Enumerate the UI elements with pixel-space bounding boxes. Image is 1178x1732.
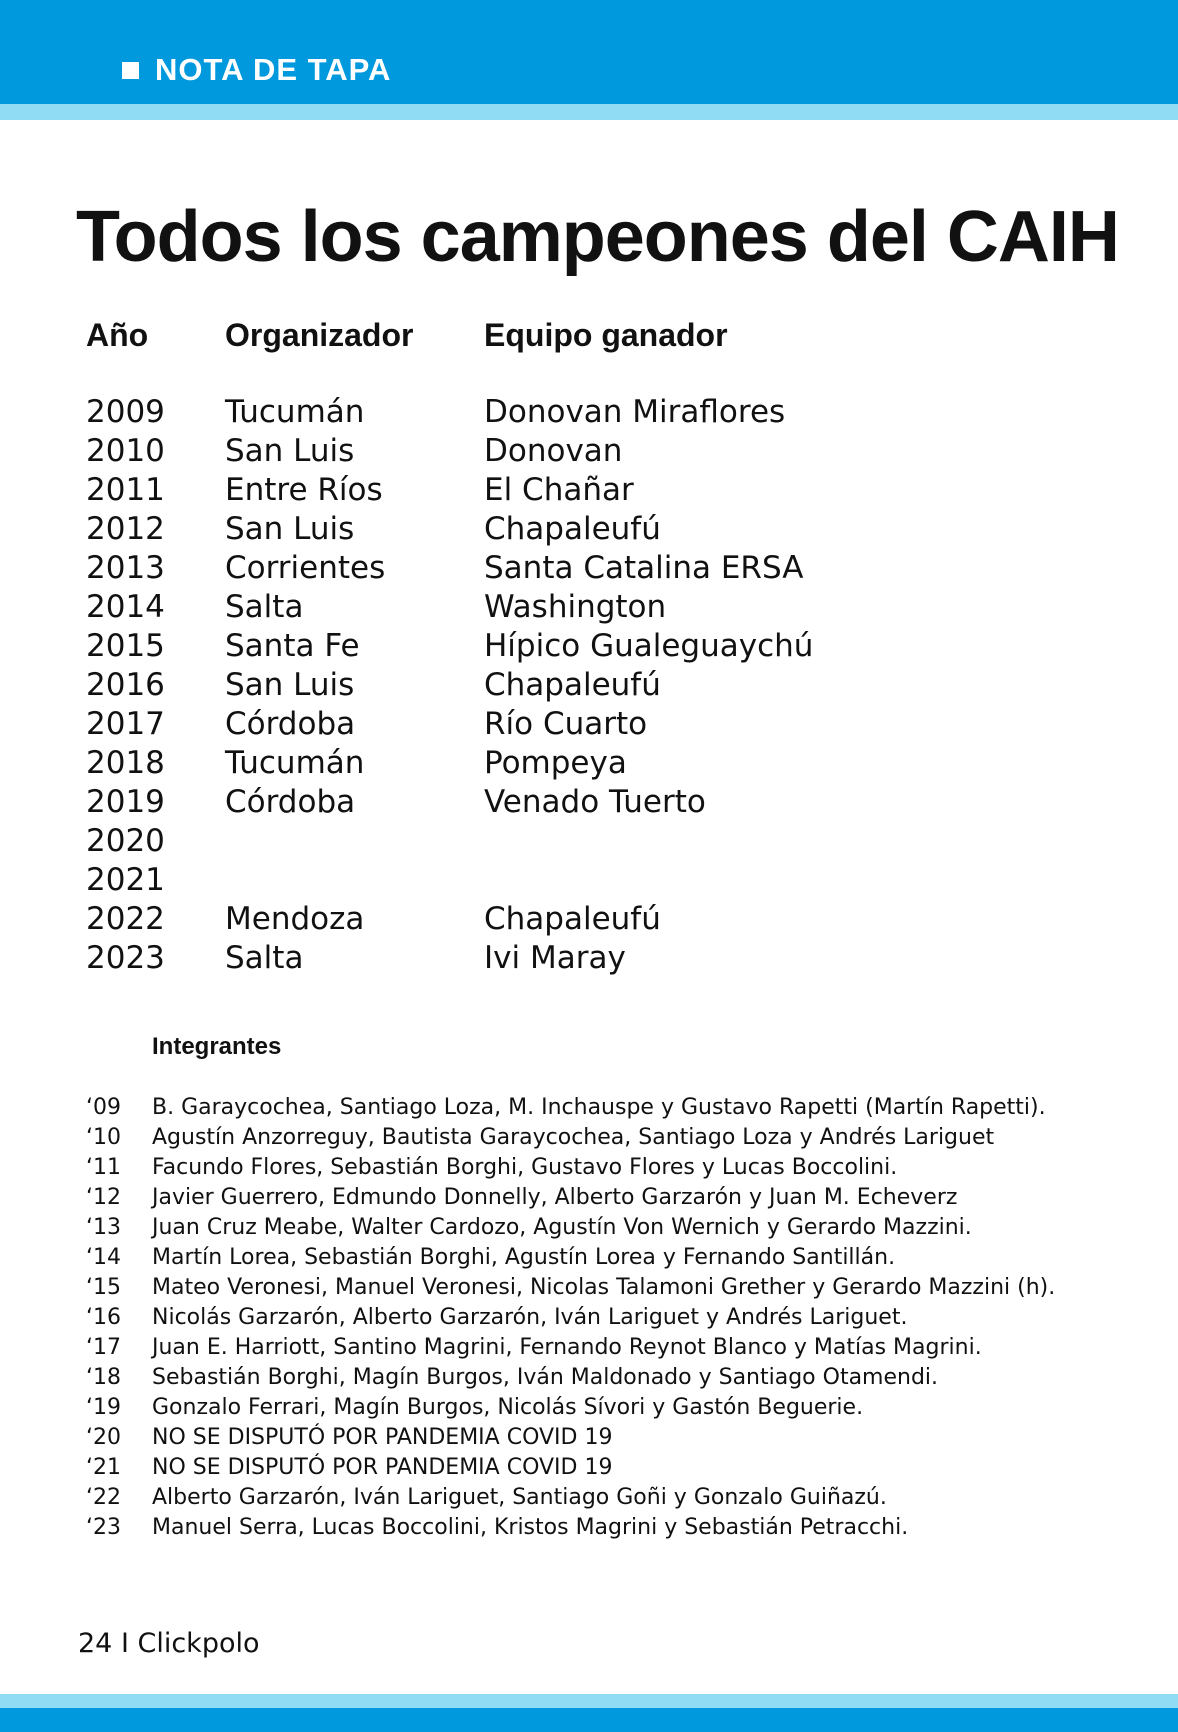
cell-year: 2020 <box>86 823 165 859</box>
member-year: ‘10 <box>86 1125 121 1150</box>
member-names: Facundo Flores, Sebastián Borghi, Gustavo Flores y Lucas Boccolini. <box>152 1155 898 1180</box>
cell-winner: Pompeya <box>484 745 627 781</box>
cell-year: 2021 <box>86 862 165 898</box>
cell-year: 2013 <box>86 550 165 586</box>
cell-year: 2019 <box>86 784 165 820</box>
member-year: ‘17 <box>86 1335 121 1360</box>
member-year: ‘16 <box>86 1305 121 1330</box>
cell-organizer: Córdoba <box>225 706 356 742</box>
member-names: Gonzalo Ferrari, Magín Burgos, Nicolás Sívori y Gastón Beguerie. <box>152 1395 864 1420</box>
header-stripe <box>0 104 1178 120</box>
column-header-year: Año <box>86 317 149 353</box>
member-names: Martín Lorea, Sebastián Borghi, Agustín Lorea y Fernando Santillán. <box>152 1245 896 1270</box>
cell-winner: El Chañar <box>484 472 634 508</box>
page-title: Todos los campeones del CAIH <box>76 197 1119 277</box>
member-names: Manuel Serra, Lucas Boccolini, Kristos Magrini y Sebastián Petracchi. <box>152 1515 909 1540</box>
cell-organizer: Santa Fe <box>225 628 360 664</box>
cell-organizer: San Luis <box>225 667 355 703</box>
member-names: Nicolás Garzarón, Alberto Garzarón, Iván Lariguet y Andrés Lariguet. <box>152 1305 908 1330</box>
column-header-winner: Equipo ganador <box>484 317 728 353</box>
cell-organizer: Corrientes <box>225 550 386 586</box>
cell-year: 2016 <box>86 667 165 703</box>
members-label: Integrantes <box>152 1033 282 1060</box>
member-year: ‘19 <box>86 1395 121 1420</box>
cell-year: 2017 <box>86 706 165 742</box>
cell-organizer: Tucumán <box>225 745 365 781</box>
cell-year: 2012 <box>86 511 165 547</box>
member-names: Sebastián Borghi, Magín Burgos, Iván Maldonado y Santiago Otamendi. <box>152 1365 939 1390</box>
cell-organizer: Córdoba <box>225 784 356 820</box>
member-year: ‘09 <box>86 1095 121 1120</box>
member-names: Javier Guerrero, Edmundo Donnelly, Alberto Garzarón y Juan M. Echeverz <box>152 1185 958 1210</box>
cell-year: 2014 <box>86 589 165 625</box>
cell-year: 2011 <box>86 472 165 508</box>
member-names: Alberto Garzarón, Iván Lariguet, Santiago Goñi y Gonzalo Guiñazú. <box>152 1485 887 1510</box>
cell-organizer: Entre Ríos <box>225 472 383 508</box>
cell-year: 2018 <box>86 745 165 781</box>
cell-year: 2023 <box>86 940 165 976</box>
member-names: NO SE DISPUTÓ POR PANDEMIA COVID 19 <box>152 1455 613 1480</box>
member-year: ‘15 <box>86 1275 121 1300</box>
cell-organizer: Mendoza <box>225 901 365 937</box>
member-names: Juan Cruz Meabe, Walter Cardozo, Agustín Von Wernich y Gerardo Mazzini. <box>152 1215 972 1240</box>
column-header-organizer: Organizador <box>225 317 414 353</box>
cell-winner: Washington <box>484 589 667 625</box>
cell-winner: Río Cuarto <box>484 706 648 742</box>
cell-winner: Ivi Maray <box>484 940 626 976</box>
member-year: ‘22 <box>86 1485 121 1510</box>
cell-year: 2015 <box>86 628 165 664</box>
footer-stripe <box>0 1694 1178 1708</box>
cell-winner: Chapaleufú <box>484 511 661 547</box>
member-year: ‘11 <box>86 1155 121 1180</box>
square-bullet-icon <box>122 62 139 79</box>
member-names: Juan E. Harriott, Santino Magrini, Fernando Reynot Blanco y Matías Magrini. <box>152 1335 982 1360</box>
member-year: ‘20 <box>86 1425 121 1450</box>
cell-winner: Chapaleufú <box>484 667 661 703</box>
member-year: ‘13 <box>86 1215 121 1240</box>
member-year: ‘23 <box>86 1515 121 1540</box>
cell-winner: Chapaleufú <box>484 901 661 937</box>
cell-winner: Donovan <box>484 433 623 469</box>
cell-winner: Santa Catalina ERSA <box>484 550 804 586</box>
cell-year: 2022 <box>86 901 165 937</box>
member-year: ‘14 <box>86 1245 121 1270</box>
member-names: B. Garaycochea, Santiago Loza, M. Inchauspe y Gustavo Rapetti (Martín Rapetti). <box>152 1095 1046 1120</box>
cell-organizer: San Luis <box>225 511 355 547</box>
page-footer: 24 I Clickpolo <box>78 1628 260 1659</box>
member-names: NO SE DISPUTÓ POR PANDEMIA COVID 19 <box>152 1425 613 1450</box>
section-tag <box>122 50 391 90</box>
member-names: Agustín Anzorreguy, Bautista Garaycochea, Santiago Loza y Andrés Lariguet <box>152 1125 995 1150</box>
section-label: NOTA DE TAPA <box>155 52 392 87</box>
footer-bar <box>0 1708 1178 1732</box>
cell-organizer: Salta <box>225 589 304 625</box>
cell-winner: Donovan Miraflores <box>484 394 786 430</box>
cell-winner: Hípico Gualeguaychú <box>484 628 814 664</box>
cell-winner: Venado Tuerto <box>484 784 706 820</box>
member-year: ‘12 <box>86 1185 121 1210</box>
member-year: ‘18 <box>86 1365 121 1390</box>
cell-organizer: Tucumán <box>225 394 365 430</box>
member-year: ‘21 <box>86 1455 121 1480</box>
cell-organizer: San Luis <box>225 433 355 469</box>
member-names: Mateo Veronesi, Manuel Veronesi, Nicolas Talamoni Grether y Gerardo Mazzini (h). <box>152 1275 1056 1300</box>
cell-organizer: Salta <box>225 940 304 976</box>
cell-year: 2010 <box>86 433 165 469</box>
cell-year: 2009 <box>86 394 165 430</box>
